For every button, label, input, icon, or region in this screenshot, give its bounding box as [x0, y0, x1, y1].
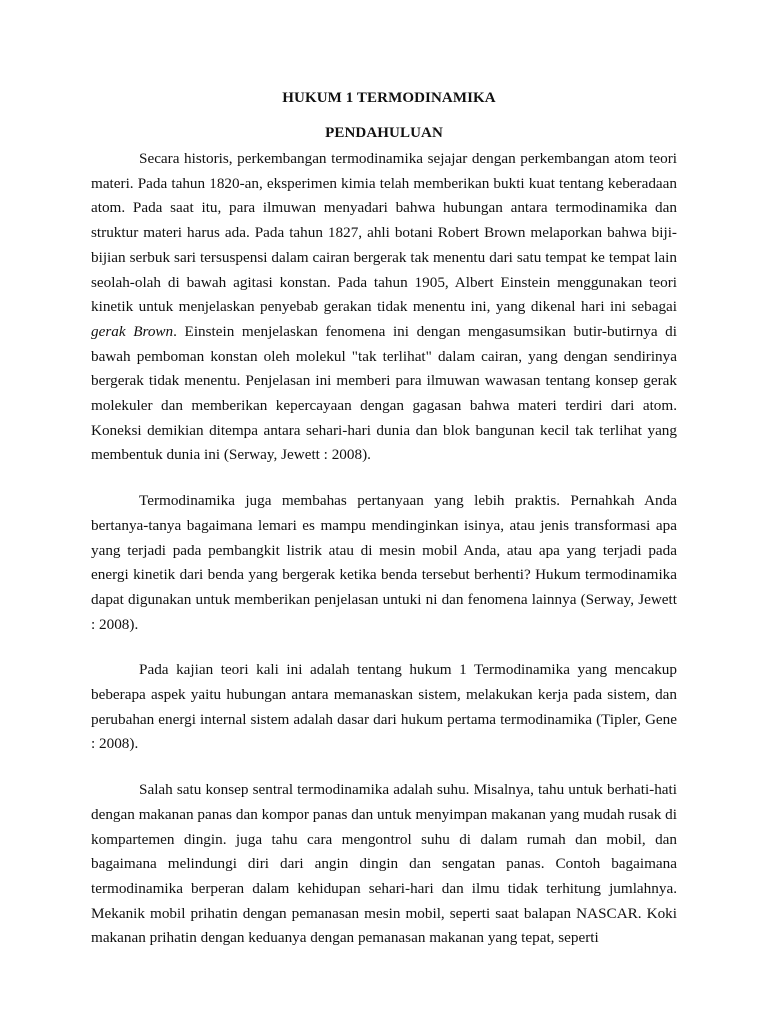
document-title: HUKUM 1 TERMODINAMIKA [282, 90, 496, 106]
paragraph-4: Salah satu konsep sentral termodinamika adalah suhu. Misalnya, tahu untuk berhati-hati dengan makanan panas dan kompor panas dan untuk menyimpan makanan yang mudah rusak di kompartemen dingin. juga tahu cara mengontrol suhu di dalam rumah dan mobil, dan bagaimana melindungi diri dari angin dingin dan sengatan panas. Contoh bagaimana termodinamika berperan dalam kehidupan sehari-hari dan ilmu tidak terhitung jumlahnya. Mekanik mobil prihatin dengan pemanasan mesin mobil, seperti saat balapan NASCAR. Koki makanan prihatin dengan keduanya dengan pemanasan makanan yang tepat, seperti [91, 781, 677, 947]
paragraph-1-text-end: . Einstein menjelaskan fenomena ini dengan mengasumsikan butir-butirnya di bawah pemboman konstan oleh molekul "tak terlihat" dalam cairan, yang dengan sendirinya bergerak tidak menentu. Penjelasan ini memberi para ilmuwan wawasan tentang konsep gerak molekuler dan memberikan kepercayaan dengan gagasan bahwa materi terdiri dari atom. Koneksi demikian ditempa antara sehari-hari dunia dan blok bangunan kecil tak terlihat yang membentuk dunia ini (Serway, Jewett : 2008). [91, 322, 677, 464]
document-body [91, 147, 677, 951]
document-heading [0, 88, 768, 143]
paragraph-3: Pada kajian teori kali ini adalah tentang hukum 1 Termodinamika yang mencakup beberapa aspek yaitu hubungan antara memanaskan sistem, melakukan kerja pada sistem, dan perubahan energi internal sistem adalah dasar dari hukum pertama termodinamika (Tipler, Gene : 2008). [91, 661, 677, 753]
paragraph-1-text-start: Secara historis, perkembangan termodinamika sejajar dengan perkembangan atom teori materi. Pada tahun 1820-an, eksperimen kimia telah memberikan bukti kuat tentang keberadaan atom. Pada saat itu, para ilmuwan menyadari bahwa hubungan antara termodinamika dan struktur materi harus ada. Pada tahun 1827, ahli botani Robert Brown melaporkan bahwa biji-bijian serbuk sari tersuspensi dalam cairan bergerak tak menentu dari satu tempat ke tempat lain seolah-olah di bawah agitasi konstan. Pada tahun 1905, Albert Einstein menggunakan teori kinetik untuk menjelaskan penyebab gerakan tidak menentu ini, yang dikenal hari ini sebagai [91, 150, 677, 316]
paragraph-1-italic-term: gerak Brown [91, 322, 174, 340]
paragraph-2: Termodinamika juga membahas pertanyaan yang lebih praktis. Pernahkah Anda bertanya-tanya bagaimana lemari es mampu mendinginkan isinya, atau jenis transformasi apa yang terjadi pada pembangkit listrik atau di mesin mobil Anda, atau apa yang terjadi pada energi kinetik dari benda yang bergerak ketika benda tersebut berhenti? Hukum termodinamika dapat digunakan untuk memberikan penjelasan untuki ni dan fenomena lainnya (Serway, Jewett : 2008). [91, 492, 677, 633]
paragraph-1 [91, 147, 677, 468]
document-subtitle: PENDAHULUAN [325, 125, 443, 141]
